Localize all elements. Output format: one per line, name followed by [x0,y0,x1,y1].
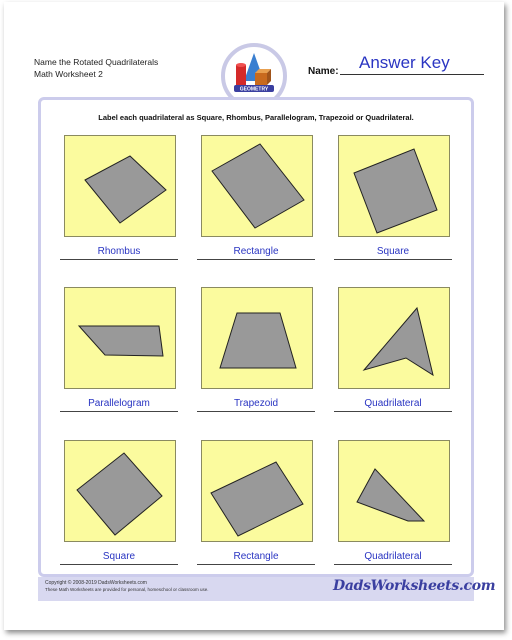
answer-label: Square [102,551,136,562]
shape-tile [338,440,450,542]
usage-notice: These Math Worksheets are provided for personal, homeschool or classroom use. [45,587,209,592]
shape-tile [201,287,313,389]
problem-cell [338,135,450,255]
shape-tile [64,440,176,542]
problem-cell [201,135,313,255]
answer-label: Quadrilateral [364,398,422,409]
square-shape [354,149,437,233]
shape-tile [64,287,176,389]
problem-cell [64,440,176,560]
shape-tile [201,440,313,542]
answer-label: Parallelogram [88,398,150,409]
shape-tile [338,287,450,389]
rectangle-shape [211,462,303,536]
worksheet-title: Name the Rotated Quadrilaterals [34,57,159,67]
problem-cell [64,287,176,407]
quadrilateral-shape [357,469,424,521]
answer-line [197,259,315,260]
rhombus-shape [85,156,166,223]
copyright-text: Copyright © 2008-2019 DadsWorksheets.com [45,580,147,586]
answer-line [334,259,452,260]
answer-line [60,564,178,565]
rectangle-shape [212,144,304,228]
name-label: Name: [308,66,339,77]
answer-line [60,259,178,260]
trapezoid-shape [220,313,296,368]
logo-text: GEOMETRY [239,86,269,93]
name-line [340,74,484,75]
answer-label: Rhombus [97,246,141,257]
answer-label: Trapezoid [233,398,279,409]
answer-label: Quadrilateral [364,551,422,562]
answer-line [60,411,178,412]
answer-label: Rectangle [233,551,279,562]
answer-line [197,411,315,412]
shape-tile [64,135,176,237]
answer-label: Square [376,246,410,257]
brand-logo: DadsWorksheets.com [333,578,496,594]
answer-line [334,564,452,565]
answer-line [197,564,315,565]
problem-cell [64,135,176,255]
problem-cell [338,287,450,407]
parallelogram-shape [79,326,163,356]
worksheet-subtitle: Math Worksheet 2 [34,69,103,79]
shape-tile [201,135,313,237]
shape-tile [338,135,450,237]
problem-cell [338,440,450,560]
square-shape [77,453,162,535]
answer-line [334,411,452,412]
instructions: Label each quadrilateral as Square, Rhombus, Parallelogram, Trapezoid or Quadrilateral. [98,113,414,122]
problem-cell [201,440,313,560]
quadrilateral-shape [364,308,433,375]
answer-key-text: Answer Key [359,53,450,72]
problem-cell [201,287,313,407]
answer-label: Rectangle [233,246,279,257]
